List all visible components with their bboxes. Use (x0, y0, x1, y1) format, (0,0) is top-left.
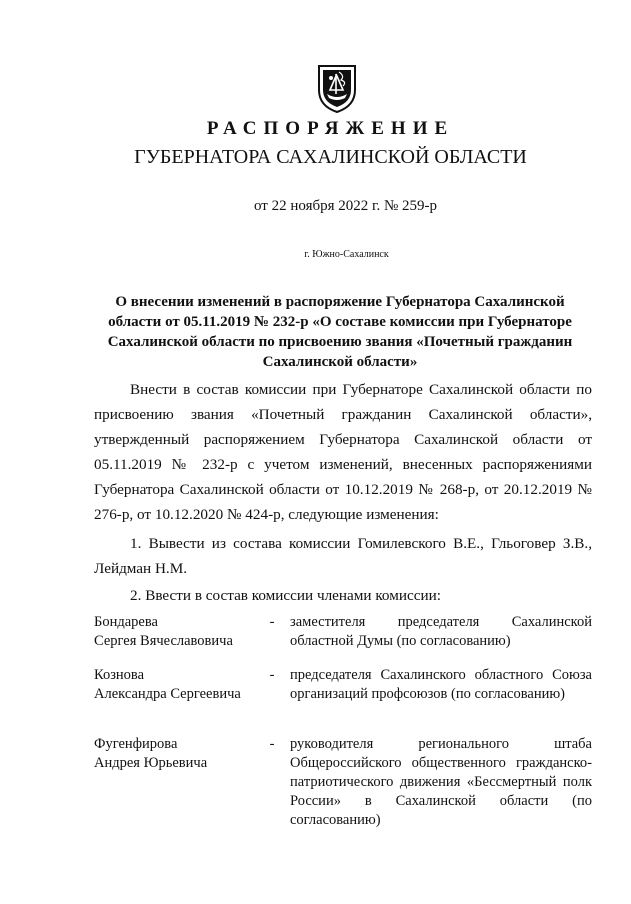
member-given-names: Александра Сергеевича (94, 686, 241, 702)
member-name (94, 666, 264, 704)
member-name (94, 613, 264, 651)
member-role: председателя Сахалинского областного Союза организаций профсоюзов (по согласованию) (290, 667, 592, 702)
member-given-names: Сергея Вячеславовича (94, 633, 233, 649)
document-title: О внесении изменений в распоряжение Губернатора Сахалинской области от 05.11.2019 № 232-р «О составе комиссии при Губернаторе Сахалинской области по присвоению звания «Почетный гражданин Сахалинской области» (107, 294, 573, 370)
sakhalin-coat-of-arms-icon (315, 60, 359, 114)
member-role: заместителя председателя Сахалинской областной Думы (по согласованию) (290, 614, 592, 649)
document-place: г. Южно-Сахалинск (304, 249, 389, 260)
member-surname: Фугенфирова (94, 736, 178, 752)
member-name (94, 735, 264, 773)
document-type: РАСПОРЯЖЕНИЕ (206, 118, 455, 139)
paragraph-intro: Внести в состав комиссии при Губернаторе Сахалинской области по присвоению звания «Почетный гражданин Сахалинской области», утвержденный распоряжением Губернатора Сахалинской области от 05.11.2019 № 232-р с учетом изменений, внесенных распоряжениями Губернатора Сахалинской области от 10.12.2019 № 268-р, от 20.12.2019 № 276-р, от 10.12.2020 № 424-р, следующие изменения: (94, 381, 592, 523)
document-date: от 22 ноября 2022 г. № 259-р (253, 198, 438, 214)
member-surname: Кознова (94, 667, 145, 683)
paragraph-item-1: 1. Вывести из состава комиссии Гомилевского В.Е., Гльоговер З.В., Лейдман Н.М. (94, 535, 592, 577)
member-role: руководителя регионального штаба Общероссийского общественного гражданско-патриотического движения «Бессмертный полк России» в Сахалинской области (по согласованию) (290, 736, 592, 828)
member-dash: - (269, 667, 275, 683)
document-authority: ГУБЕРНАТОРА САХАЛИНСКОЙ ОБЛАСТИ (134, 146, 527, 168)
member-given-names: Андрея Юрьевича (94, 755, 208, 771)
member-dash: - (269, 614, 275, 630)
member-dash: - (269, 736, 275, 752)
paragraph-item-2: 2. Ввести в состав комиссии членами комиссии: (130, 587, 441, 604)
member-surname: Бондарева (94, 614, 158, 630)
